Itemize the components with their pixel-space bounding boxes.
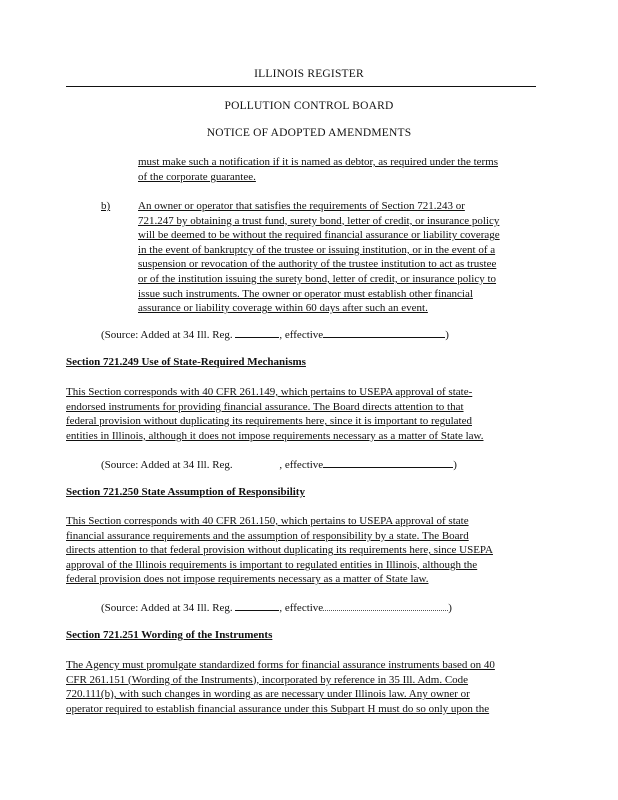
text-line: in the event of bankruptcy of the trustee or issuing institution, or in the event of a <box>138 243 496 256</box>
text-line: approval of the Illinois requirements is important to regulated entities in Illinois, although the <box>66 558 478 571</box>
blank-line <box>323 457 453 468</box>
header-rule <box>66 86 536 87</box>
text-line: entities in Illinois, although it does not impose requirements necessary as a matter of State law. <box>66 429 484 442</box>
source-prefix: (Source: Added at 34 Ill. Reg. <box>101 602 233 614</box>
text-line: federal provision does not impose requirements necessary as a matter of State law. <box>66 573 429 586</box>
text-line: financial assurance requirements and the assumption of responsibility by a state. The Board <box>66 529 469 542</box>
source-effective: , effective <box>279 459 324 471</box>
notice-title: NOTICE OF ADOPTED AMENDMENTS <box>206 127 412 139</box>
item-b-text <box>138 199 536 316</box>
source-effective: , effective <box>279 329 324 341</box>
text-line: 720.111(b), with such changes in wording as are necessary under Illinois law. Any owner or <box>66 688 470 701</box>
text-line: federal provision without duplicating its requirements here, since it is important to regulated <box>66 415 472 428</box>
source-close: ) <box>448 602 452 614</box>
text-line: operator required to establish financial assurance under this Subpart H must do so only upon the <box>66 702 490 715</box>
continuation-line: of the corporate guarantee. <box>138 171 256 183</box>
text-line: An owner or operator that satisfies the requirements of Section 721.243 or <box>138 200 465 212</box>
text-line: directs attention to that federal provision without duplicating its requirements here, since USEPA <box>66 544 493 557</box>
text-line: assurance or liability coverage within 60 days after such an event. <box>138 302 428 315</box>
section-heading: Section 721.251 Wording of the Instruments <box>66 629 273 641</box>
text-line: CFR 261.151 (Wording of the Instruments), incorporated by reference in 35 Ill. Adm. Code <box>66 673 469 686</box>
register-title: ILLINOIS REGISTER <box>254 68 364 80</box>
section-body <box>66 658 546 716</box>
item-label: b) <box>101 200 111 212</box>
source-note <box>101 600 452 614</box>
blank-line <box>235 458 279 468</box>
text-line: suspension or revocation of the authority of the trustee institution to act as trustee <box>138 258 497 271</box>
text-line: issue such instruments. The owner or operator must establish other financial <box>138 287 473 300</box>
board-title: POLLUTION CONTROL BOARD <box>224 100 394 112</box>
section-heading: Section 721.249 Use of State-Required Mechanisms <box>66 356 306 368</box>
source-close: ) <box>445 329 449 341</box>
blank-line <box>323 327 445 338</box>
text-line: will be deemed to be without the required financial assurance or liability coverage <box>138 229 500 242</box>
source-note <box>101 327 449 341</box>
continuation-line: must make such a notification if it is named as debtor, as required under the terms <box>138 156 499 168</box>
source-prefix: (Source: Added at 34 Ill. Reg. <box>101 329 233 341</box>
blank-line <box>323 600 448 611</box>
text-line: The Agency must promulgate standardized forms for financial assurance instruments based on 40 <box>66 659 495 671</box>
text-line: endorsed instruments for providing financial assurance. The Board directs attention to that <box>66 400 464 413</box>
blank-line <box>235 600 279 611</box>
text-line: 721.247 by obtaining a trust fund, surety bond, letter of credit, or insurance policy <box>138 214 500 227</box>
blank-line <box>235 327 279 338</box>
section-body <box>66 385 546 443</box>
source-note <box>101 457 457 471</box>
source-prefix: (Source: Added at 34 Ill. Reg. <box>101 459 233 471</box>
text-line: or of the institution issuing the surety bond, letter of credit, or insurance policy to <box>138 272 497 285</box>
source-effective: , effective <box>279 602 324 614</box>
text-line: This Section corresponds with 40 CFR 261.149, which pertains to USEPA approval of state- <box>66 386 473 398</box>
text-line: This Section corresponds with 40 CFR 261.150, which pertains to USEPA approval of state <box>66 515 469 527</box>
section-body <box>66 514 546 587</box>
source-close: ) <box>453 459 457 471</box>
section-heading: Section 721.250 State Assumption of Responsibility <box>66 486 305 498</box>
